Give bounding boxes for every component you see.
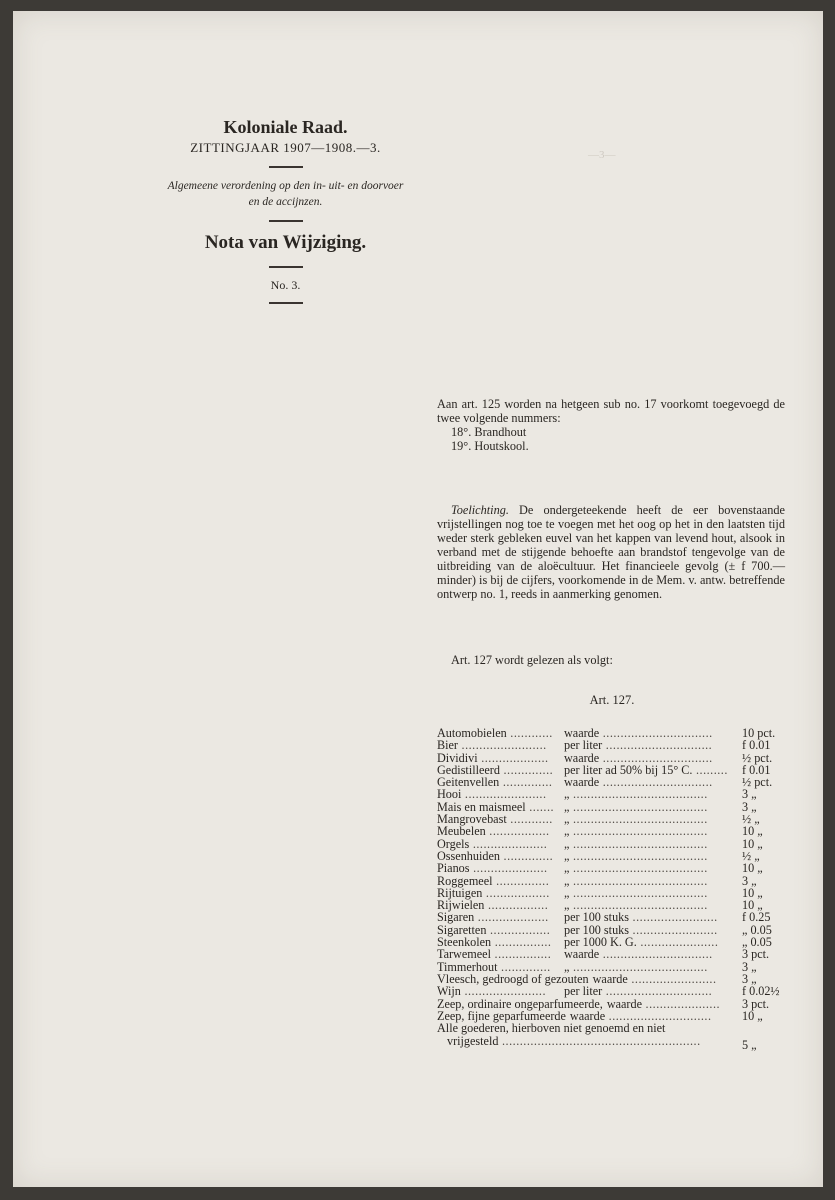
leader-dots: ...................................... [569, 873, 708, 888]
leader-dots: ..................... [469, 861, 548, 876]
leader-dots: .............................. [602, 738, 713, 753]
leader-dots: ...................................... [569, 898, 708, 913]
tariff-item-name: Mais en maismeel [437, 799, 526, 814]
tariff-item-name: Steenkolen [437, 935, 492, 950]
tariff-value: 10 „ [742, 861, 763, 876]
leader-dots: ....................... [461, 787, 547, 802]
tariff-value: 3 „ [742, 971, 757, 986]
leader-dots: ...................................... [569, 799, 708, 814]
council-title: Koloniale Raad. [223, 117, 348, 137]
leader-dots: ...................................... [569, 836, 708, 851]
tariff-unit-text: per liter [564, 984, 603, 999]
tariff-unit-text: „ [564, 836, 570, 851]
subject: Algemeene verordening op den in- uit- en doorvoer en de accijnzen. [167, 180, 404, 208]
tariff-item-name: Hooi [437, 787, 462, 802]
tariff-row [437, 739, 789, 751]
tariff-item-name: Pianos [437, 861, 470, 876]
tariff-unit-text: „ [564, 799, 570, 814]
leader-dots: ................ [490, 947, 552, 962]
leader-dots: ......... [692, 762, 728, 777]
tariff-item-name: Timmerhout [437, 959, 498, 974]
tariff-item-name: vrijgesteld [447, 1034, 499, 1049]
tariff-value: 10 „ [742, 824, 763, 839]
tariff-item-name: Automobielen [437, 726, 507, 740]
tariff-unit-text: waarde [564, 726, 600, 740]
tariff-value: f 0.01 [742, 762, 771, 777]
tariff-item-name: Gedistilleerd [437, 762, 500, 777]
leader-dots: ...................................... [569, 861, 708, 876]
tariff-unit-text: waarde [569, 1008, 606, 1023]
leader-dots: .............. [499, 775, 553, 790]
tariff-unit-text: „ [564, 959, 570, 974]
tariff-unit-text: per liter [564, 738, 603, 753]
leader-dots: ...................................... [569, 787, 708, 802]
tariff-unit [564, 875, 708, 887]
tariff-value: 3 pct. [742, 996, 770, 1011]
document-page [13, 11, 823, 1187]
tariff-value: 3 „ [742, 959, 757, 974]
tariff-unit-text: per liter ad 50% bij 15° C. [564, 762, 693, 777]
leader-dots: .............. [497, 959, 551, 974]
leader-dots: ...................................... [569, 812, 708, 827]
bleed-through-mark: —3— [588, 149, 616, 161]
tariff-item-name: Zeep, fijne geparfumeerde [437, 1008, 566, 1023]
leader-dots: ................. [484, 898, 549, 913]
leader-dots: ........................ [629, 910, 718, 925]
document-header [163, 117, 408, 304]
leader-dots: ............................... [599, 750, 713, 765]
tariff-table [437, 726, 789, 1053]
leader-dots: ................ [491, 935, 552, 950]
divider [269, 302, 303, 304]
tariff-unit [564, 948, 713, 960]
tariff-unit-text: „ [564, 898, 570, 913]
leader-dots: ........................................................ [498, 1034, 701, 1049]
leader-dots: ...................... [636, 935, 719, 950]
tariff-unit-text: per 1000 K. G. [564, 935, 637, 950]
tariff-value: „ 0.05 [742, 935, 772, 950]
tariff-item-name: Rijtuigen [437, 885, 483, 900]
tariff-unit-text: „ [564, 824, 570, 839]
leader-dots: ............... [492, 873, 550, 888]
leader-dots: ............ [506, 812, 553, 827]
amendment-paragraph [437, 397, 785, 453]
tariff-value: ½ „ [742, 812, 760, 827]
leader-dots: ................. [485, 824, 550, 839]
leader-dots: ........................ [457, 738, 547, 753]
tariff-value: f 0.25 [742, 910, 771, 925]
tariff-unit-text: „ [564, 861, 570, 876]
tariff-item-name: Geitenvellen [437, 775, 500, 790]
tariff-value: 3 „ [742, 787, 757, 802]
explanation-label: Toelichting. [451, 503, 509, 517]
tariff-unit-text: „ [564, 848, 570, 863]
leader-dots: .................. [482, 885, 550, 900]
tariff-item-name: Orgels [437, 836, 470, 851]
tariff-row [437, 875, 789, 887]
tariff-value: 3 „ [742, 799, 757, 814]
leader-dots: ....................... [460, 984, 547, 999]
tariff-row-other-goods-cont [437, 1034, 789, 1053]
tariff-value: f 0.01 [742, 738, 771, 753]
tariff-unit-text: „ [564, 812, 570, 827]
tariff-unit [607, 998, 720, 1010]
tariff-row-other-goods: Alle goederen, hierboven niet genoemd en niet [437, 1021, 666, 1036]
tariff-item-name: Mangrovebast [437, 812, 507, 827]
amendment-intro: Aan art. 125 worden na hetgeen sub no. 17 voorkomt toegevoegd de twee volgende nummers: [437, 397, 785, 425]
tariff-unit-text: „ [564, 787, 570, 802]
tariff-item-name: Bier [437, 738, 458, 753]
tariff-value: 10 „ [742, 836, 763, 851]
tariff-item-name: Zeep, ordinaire ongeparfumeerde, [437, 996, 603, 1011]
divider [269, 166, 303, 168]
tariff-item-name: Tarwemeel [437, 947, 491, 962]
tariff-unit-text: „ [564, 873, 570, 888]
amendment-item: 19°. Houtskool. [451, 439, 529, 453]
tariff-item-name: Rijwielen [437, 898, 485, 913]
tariff-value: 10 pct. [742, 726, 776, 740]
leader-dots: ........................ [627, 971, 717, 986]
tariff-unit-text: waarde [564, 947, 600, 962]
document-number: No. 3. [270, 278, 301, 292]
tariff-unit-text: per 100 stuks [564, 910, 629, 925]
tariff-value: 10 „ [742, 885, 763, 900]
tariff-item-name: Sigaren [437, 910, 475, 925]
tariff-value: „ 0.05 [742, 922, 772, 937]
leader-dots: ...................................... [569, 848, 708, 863]
leader-dots: ............................. [605, 1008, 712, 1023]
leader-dots: ............................... [599, 947, 713, 962]
tariff-value: 3 „ [742, 873, 757, 888]
leader-dots: ............................... [599, 775, 713, 790]
divider [269, 266, 303, 268]
tariff-unit-text: waarde [592, 971, 628, 986]
tariff-item-name: Sigaretten [437, 922, 487, 937]
leader-dots: ..................... [469, 836, 548, 851]
tariff-value: ½ pct. [742, 775, 773, 790]
tariff-unit [564, 788, 708, 800]
tariff-item-name: Dividivi [437, 750, 478, 765]
leader-dots: .............. [499, 762, 554, 777]
tariff-value: 3 pct. [742, 947, 770, 962]
leader-dots: ...................................... [569, 824, 708, 839]
leader-dots: .................... [474, 910, 549, 925]
leader-dots: ...................................... [569, 959, 708, 974]
tariff-item-name: Roggemeel [437, 873, 493, 888]
leader-dots: ..................... [642, 996, 721, 1011]
leader-dots: ........................ [629, 922, 718, 937]
tariff-value: 5 „ [742, 1038, 757, 1053]
article-heading: Art. 127. [589, 693, 635, 707]
divider [269, 220, 303, 222]
tariff-unit-text: waarde [564, 775, 600, 790]
leader-dots: ............ [506, 726, 553, 740]
tariff-unit-text: „ [564, 885, 570, 900]
tariff-unit-text: per 100 stuks [564, 922, 629, 937]
amendment-item: 18°. Brandhout [451, 425, 527, 439]
tariff-unit [564, 825, 708, 837]
leader-dots: ................. [486, 922, 551, 937]
tariff-item-name: Wijn [437, 984, 461, 999]
session-year: ZITTINGJAAR 1907—1908.—3. [190, 140, 381, 155]
tariff-value: 10 „ [742, 1008, 763, 1023]
leader-dots: ............................... [599, 726, 713, 740]
explanation-text: De ondergeteekende heeft de eer bovenstaande vrijstellingen nog toe te voegen met het oog op het in den laatsten tijd weder sterk gebleken euvel van het kappen van levend hout, alsook in verband met de stijgende behoefte aan brandstof tengevolge van de uitbreiding van de aloëcultuur. Het financieele gevolg (± f 700.— minder) is bij de cijfers, voorkomende in de Mem. v. antw. betreffende ontwerp no. 1, reeds in aanmerking genomen. [437, 503, 785, 601]
explanation-paragraph [437, 503, 785, 601]
article-intro: Art. 127 wordt gelezen als volgt: [451, 653, 613, 667]
leader-dots: ................... [477, 750, 549, 765]
tariff-unit-text: waarde [606, 996, 642, 1011]
leader-dots: ...................................... [569, 885, 708, 900]
tariff-value: ½ pct. [742, 750, 773, 765]
tariff-unit [564, 862, 708, 874]
leader-dots: .............. [499, 848, 554, 863]
tariff-unit-text: waarde [564, 750, 600, 765]
tariff-value: 10 „ [742, 898, 763, 913]
tariff-item-name: Meubelen [437, 824, 486, 839]
nota-title: Nota van Wijziging. [204, 232, 367, 253]
leader-dots: .............................. [602, 984, 713, 999]
tariff-row [437, 825, 789, 837]
tariff-item-name: Ossenhuiden [437, 848, 500, 863]
tariff-item-name: Vleesch, gedroogd of gezouten [437, 971, 589, 986]
tariff-value: f 0.02½ [742, 984, 780, 999]
tariff-value: ½ „ [742, 848, 760, 863]
leader-dots: ....... [525, 799, 555, 814]
